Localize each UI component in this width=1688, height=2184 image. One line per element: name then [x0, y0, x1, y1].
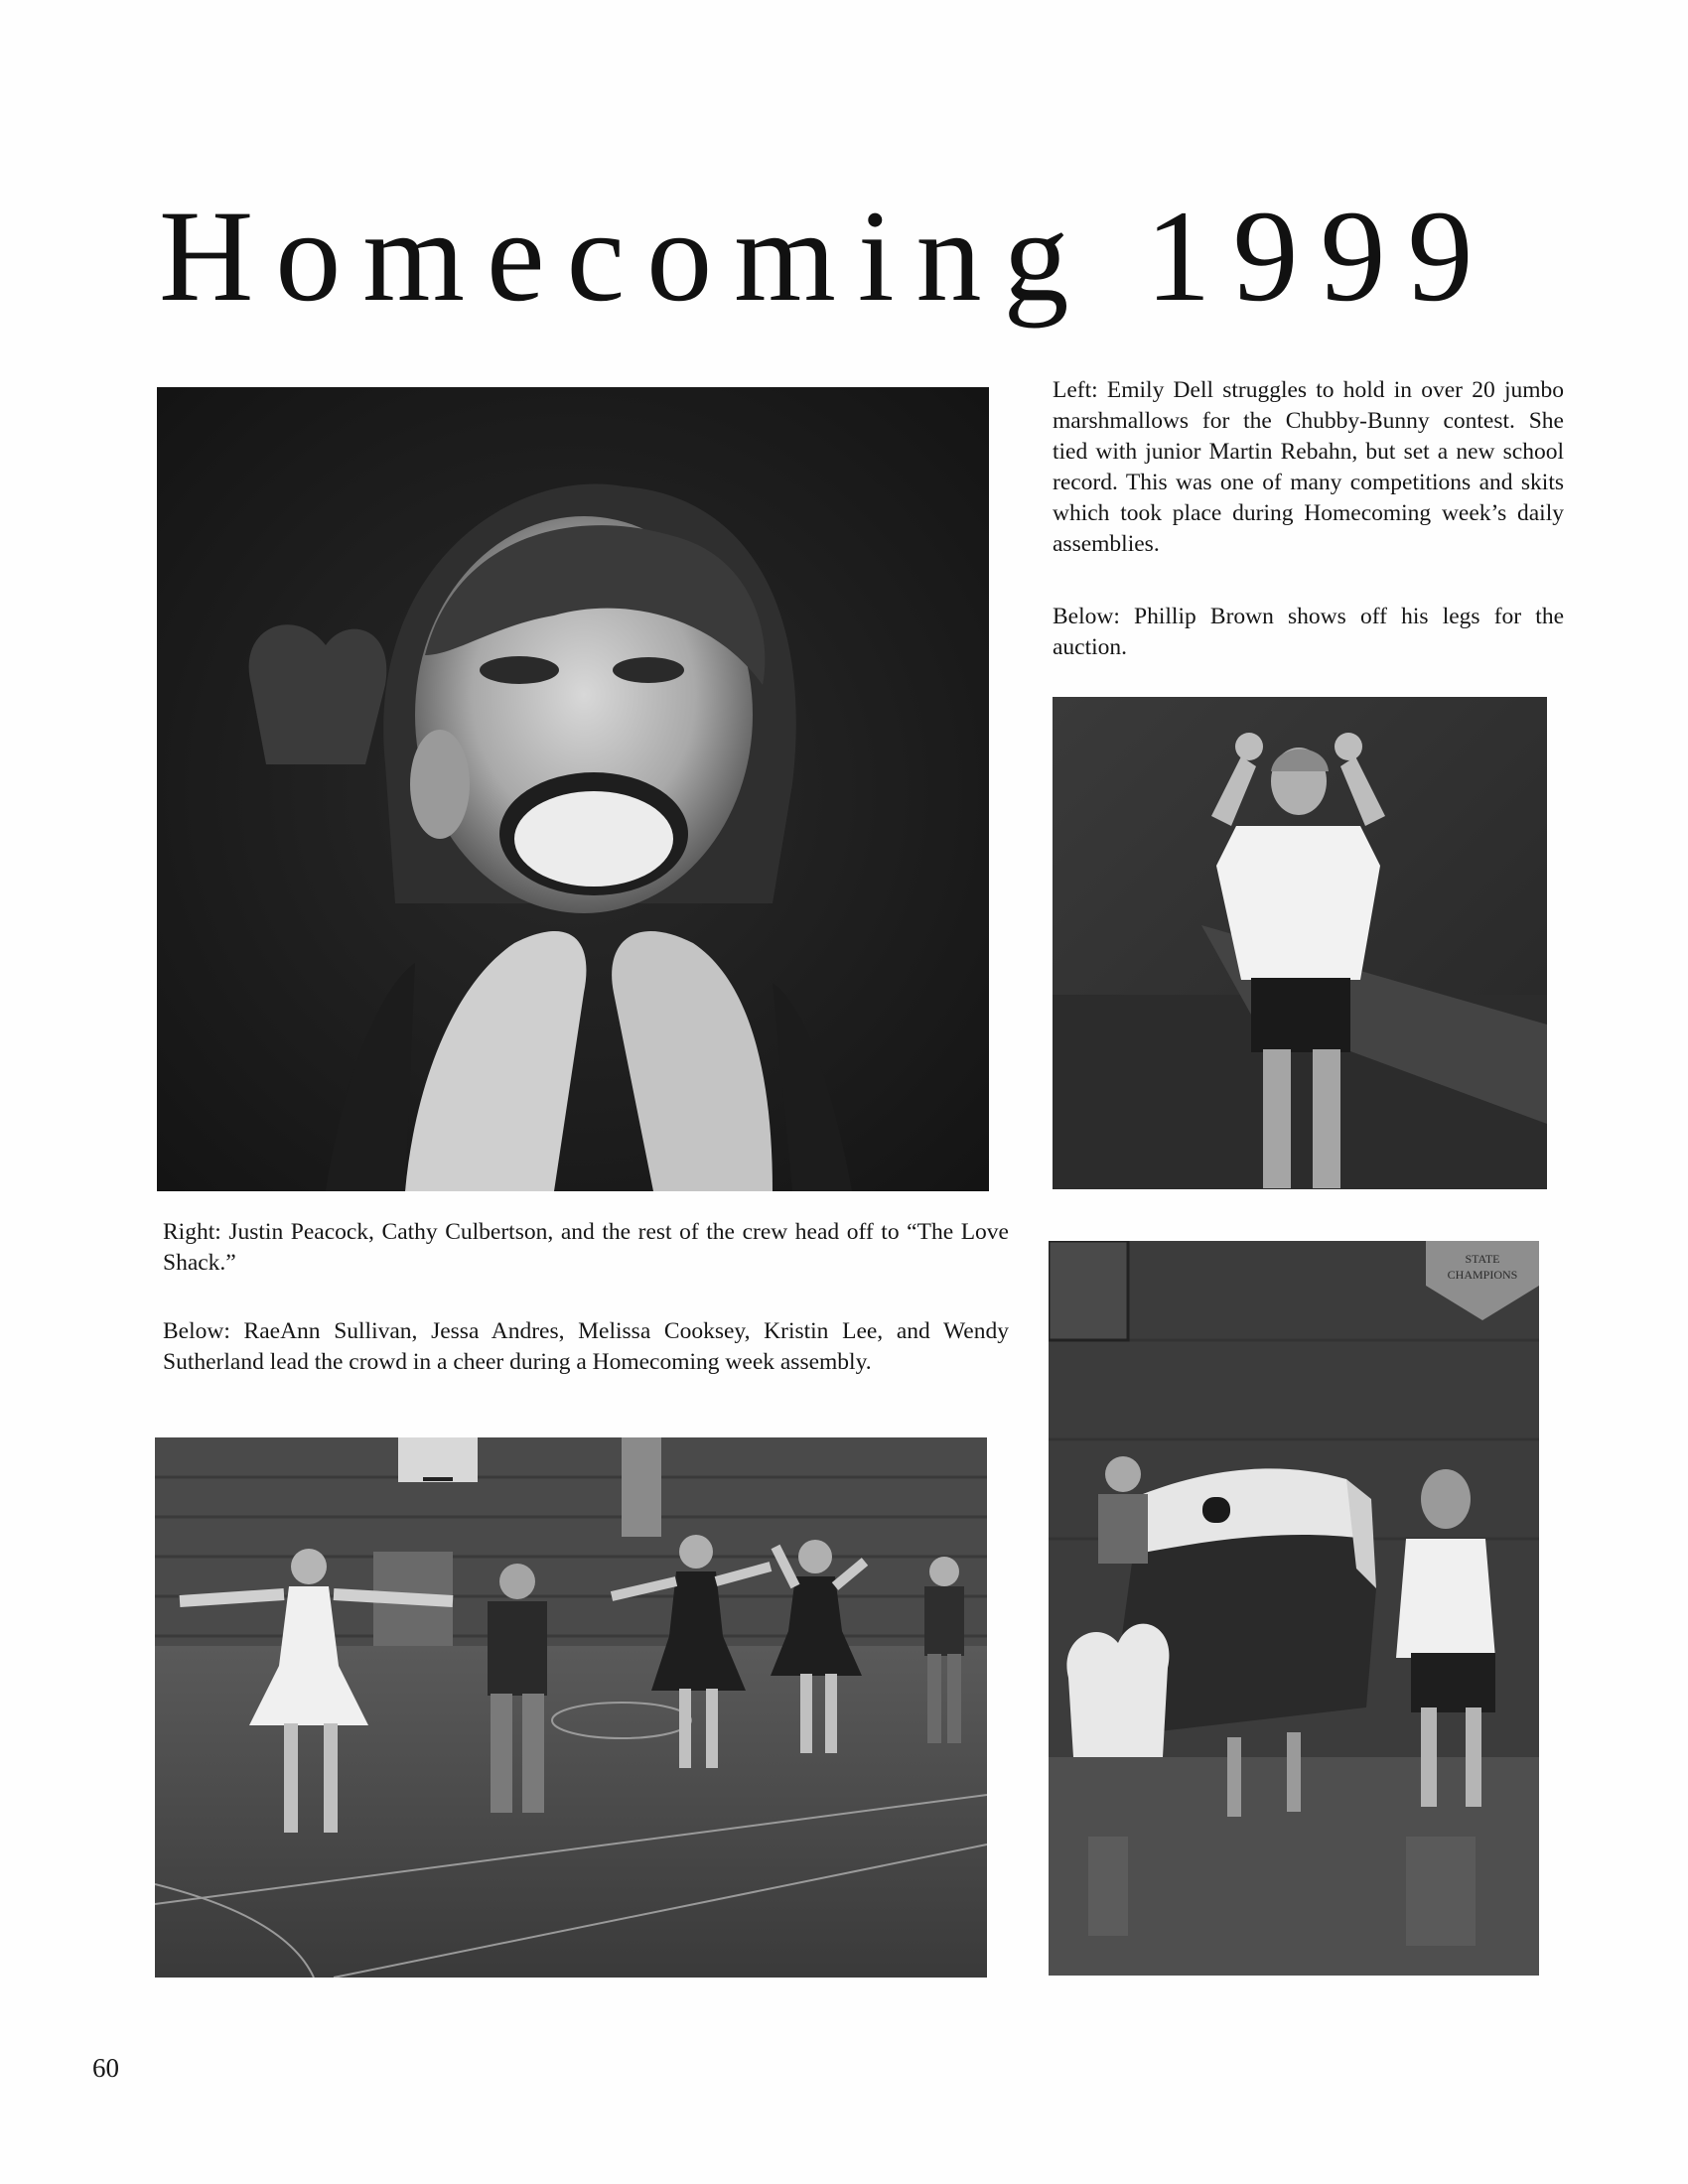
caption-below-top: Below: Phillip Brown shows off his legs for the auction. — [1053, 604, 1564, 660]
caption-left: Left: Emily Dell struggles to hold in over 20 jumbo marshmallows for the Chubby-Bunny contest. She tied with junior Martin Rebahn, but set a new school record. This was one of many competitions and skits which took place during Homecoming week’s daily assemblies. — [1053, 377, 1564, 557]
banner-state-champions: STATE — [1465, 1252, 1500, 1266]
caption-right: Right: Justin Peacock, Cathy Culbertson, and the rest of the crew head off to “The Love Shack.” — [163, 1219, 1009, 1276]
photo-cheerleaders — [155, 1437, 987, 1978]
svg-text:CHAMPIONS: CHAMPIONS — [1447, 1268, 1518, 1282]
photo-love-shack — [1049, 1241, 1539, 1976]
page-title: Homecoming 1999 — [159, 183, 1495, 329]
page-number: 60 — [92, 2053, 119, 2083]
caption-below-bottom: Below: RaeAnn Sullivan, Jessa Andres, Melissa Cooksey, Kristin Lee, and Wendy Sutherland lead the crowd in a cheer during a Homecoming week assembly. — [163, 1318, 1009, 1375]
photo-chubby-bunny — [157, 387, 989, 1191]
photo-auction-legs — [1053, 697, 1547, 1189]
